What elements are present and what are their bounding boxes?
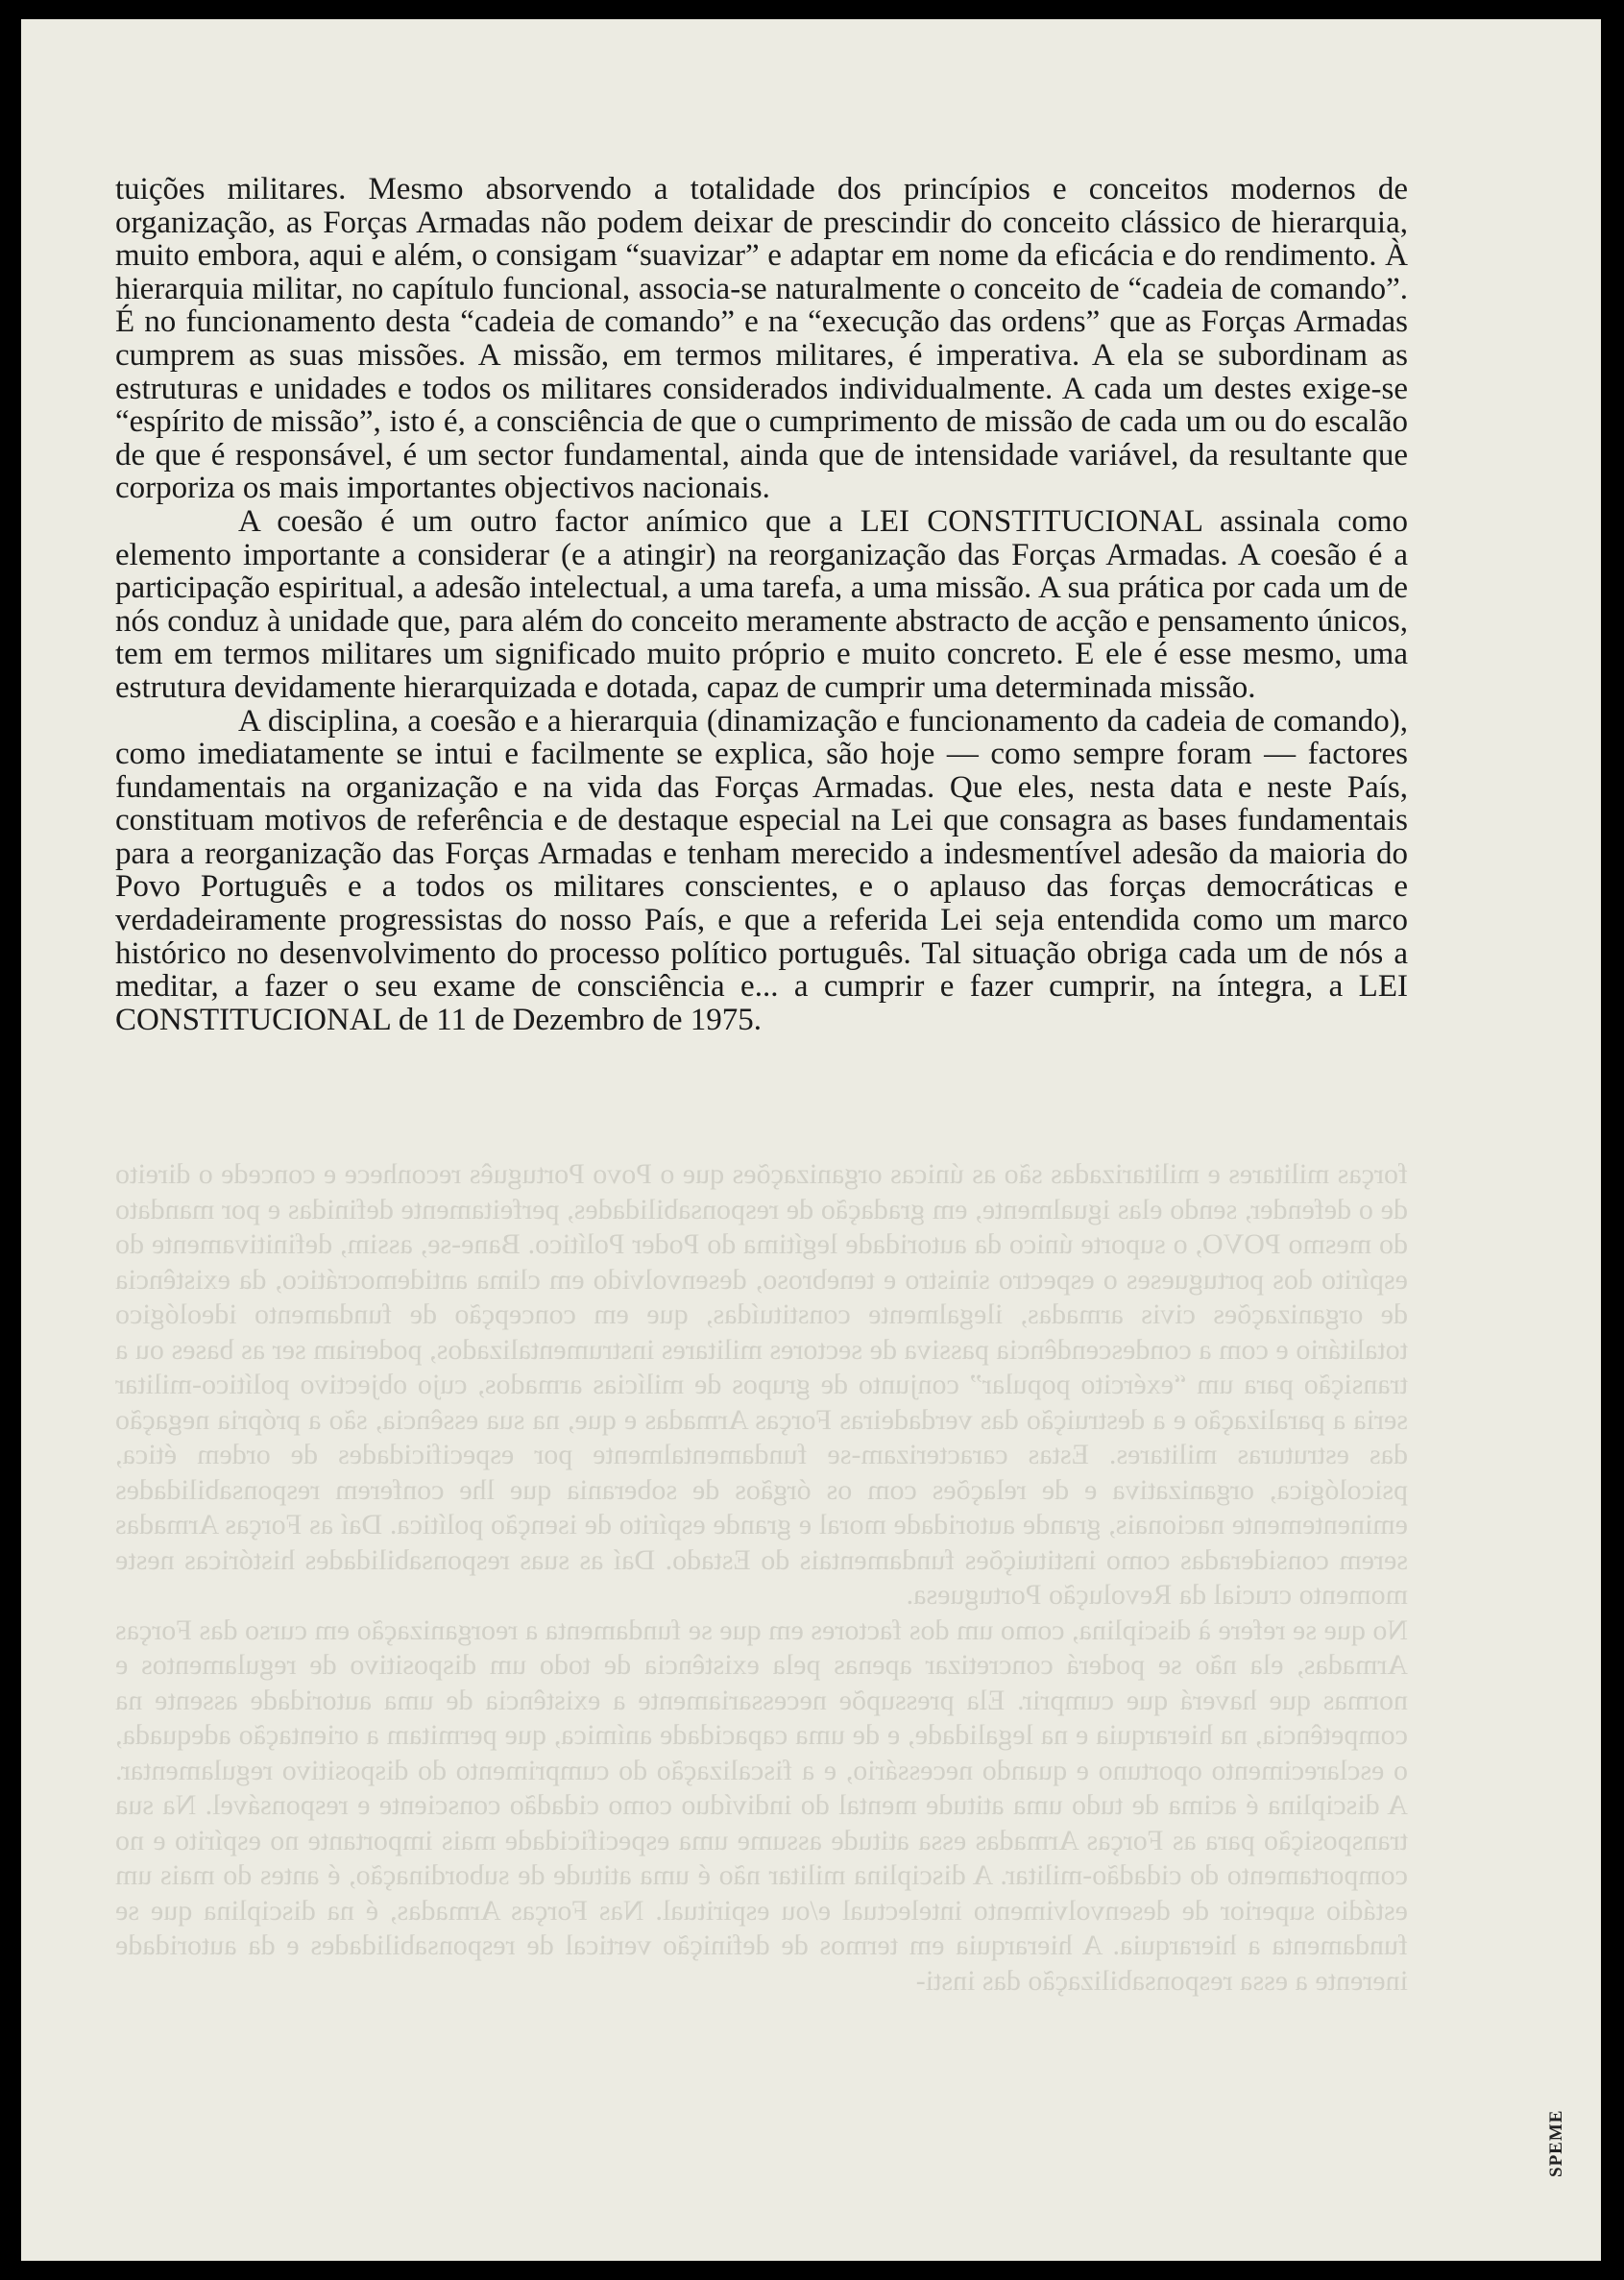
paragraph-hierarchy: tuições militares. Mesmo absorvendo a totalidade dos princípios e conceitos modernos de organização, as Forças Armadas não podem deixar de prescindir do conceito clássico de hierarquia, muito embora, aqui e além, o consigam “suavizar” e adaptar em nome da eficácia e do rendimento. À hierarquia militar, no capítulo funcional, associa-se naturalmente o conceito de “cadeia de comando”. É no funcionamento desta “cadeia de comando” e na “execução das ordens” que as Forças Armadas cumprem as suas missões. A missão, em termos militares, é imperativa. A ela se subordinam as estruturas e unidades e todos os militares considerados individualmente. A cada um destes exige-se “espírito de missão”, isto é, a consciência de que o cumprimento de missão de cada um ou do escalão de que é responsável, é um sector fundamental, ainda que de intensidade variável, da resultante que corporiza os mais importantes objectivos nacionais. <box>115 172 1408 506</box>
bleed-through-text <box>115 1157 1408 1999</box>
archive-stamp: SPEME <box>1546 2109 1566 2177</box>
ghost-paragraph-2: No que se refere à disciplina, como um dos factores em que se fundamenta a reorganização em curso das Forças Armadas, ela não se poderá concretizar apenas pela existência de todo um dispositivo de regulamentos e normas que haverá que cumprir. Ela pressupõe necessariamente a existência de uma autoridade assente na competência, na hierarquia e na legalidade, e de uma capacidade anímica, que permitam a orientação adequada, o esclarecimento oportuno e quando necessário, e a fiscalização do cumprimento do dispositivo regulamentar. A disciplina é acima de tudo uma atitude mental do indivíduo como cidadão consciente e responsável. Na sua transposição para as Forças Armadas essa atitude assume uma especificidade mais importante no espírito e no comportamento do cidadão-militar. A disciplina militar não é uma atitude de subordinação, é antes do mais um estádio superior de desenvolvimento intelectual e/ou espiritual. Nas Forças Armadas, é na disciplina que se fundamenta a hierarquia. A hierarquia em termos de definição vertical de responsabilidades e da autoridade inerente a essa responsabilização das insti- <box>115 1613 1408 1997</box>
body-text <box>115 173 1408 1036</box>
document-page <box>21 19 1601 2261</box>
paragraph-cohesion: A coesão é um outro factor anímico que a LEI CONSTITUCIONAL assinala como elemento importante a considerar (e a atingir) na reorganização das Forças Armadas. A coesão é a participação espiritual, a adesão intelectual, a uma tarefa, a uma missão. A sua prática por cada um de nós conduz à unidade que, para além do conceito meramente abstracto de acção e pensamento únicos, tem em termos militares um significado muito próprio e muito concreto. E ele é esse mesmo, uma estrutura devidamente hierarquizada e dotada, capaz de cumprir uma determinada missão. <box>115 503 1408 705</box>
paragraph-discipline: A disciplina, a coesão e a hierarquia (dinamização e funcionamento da cadeia de comando), como imediatamente se intui e facilmente se explica, são hoje — como sempre foram — factores fundamentais na organização e na vida das Forças Armadas. Que eles, nesta data e neste País, constituam motivos de referência e de destaque especial na Lei que consagra as bases fundamentais para a reorganização das Forças Armadas e tenham merecido a indesmentível adesão da maioria do Povo Português e a todos os militares conscientes, e o aplauso das forças democráticas e verdadeiramente progressistas do nosso País, e que a referida Lei seja entendida como um marco histórico no desenvolvimento do processo político português. Tal situação obriga cada um de nós a meditar, a fazer o seu exame de consciência e... a cumprir e fazer cumprir, na íntegra, a LEI CONSTITUCIONAL de 11 de Dezembro de 1975. <box>115 703 1408 1037</box>
ghost-paragraph-1: forças militares e militarizadas são as únicas organizações que o Povo Português reconhece e concede o direito de o defender, sendo elas igualmente, em gradação de responsabilidades, perfeitamente definidas e por mandato do mesmo POVO, o suporte único da autoridade legítima do Poder Político. Bane-se, assim, definitivamente do espírito dos portugueses o espectro sinistro e tenebroso, desenvolvido em clima antidemocrático, da existência de organizações civis armadas, ilegalmente constituídas, que em concepção de fundamento ideológico totalitário e com a condescendência passiva de sectores militares instrumentalizados, poderiam ser as bases ou a transição para um “exército popular” conjunto de grupos de milícias armados, cujo objectivo político-militar seria a paralização e a destruição das verdadeiras Forças Armadas e que, na sua essência, são a própria negação das estruturas militares. Estas caracterizam-se fundamentalmente por especificidades de ordem ética, psicológica, organizativa e de relações com os órgãos de soberania que lhe conferem responsabilidades eminentemente nacionais, grande autoridade moral e grande espírito de isenção política. Daí as Forças Armadas serem consideradas como instituições fundamentais do Estado. Daí as suas responsabilidades históricas neste momento crucial da Revolução Portuguesa. <box>115 1158 1408 1611</box>
